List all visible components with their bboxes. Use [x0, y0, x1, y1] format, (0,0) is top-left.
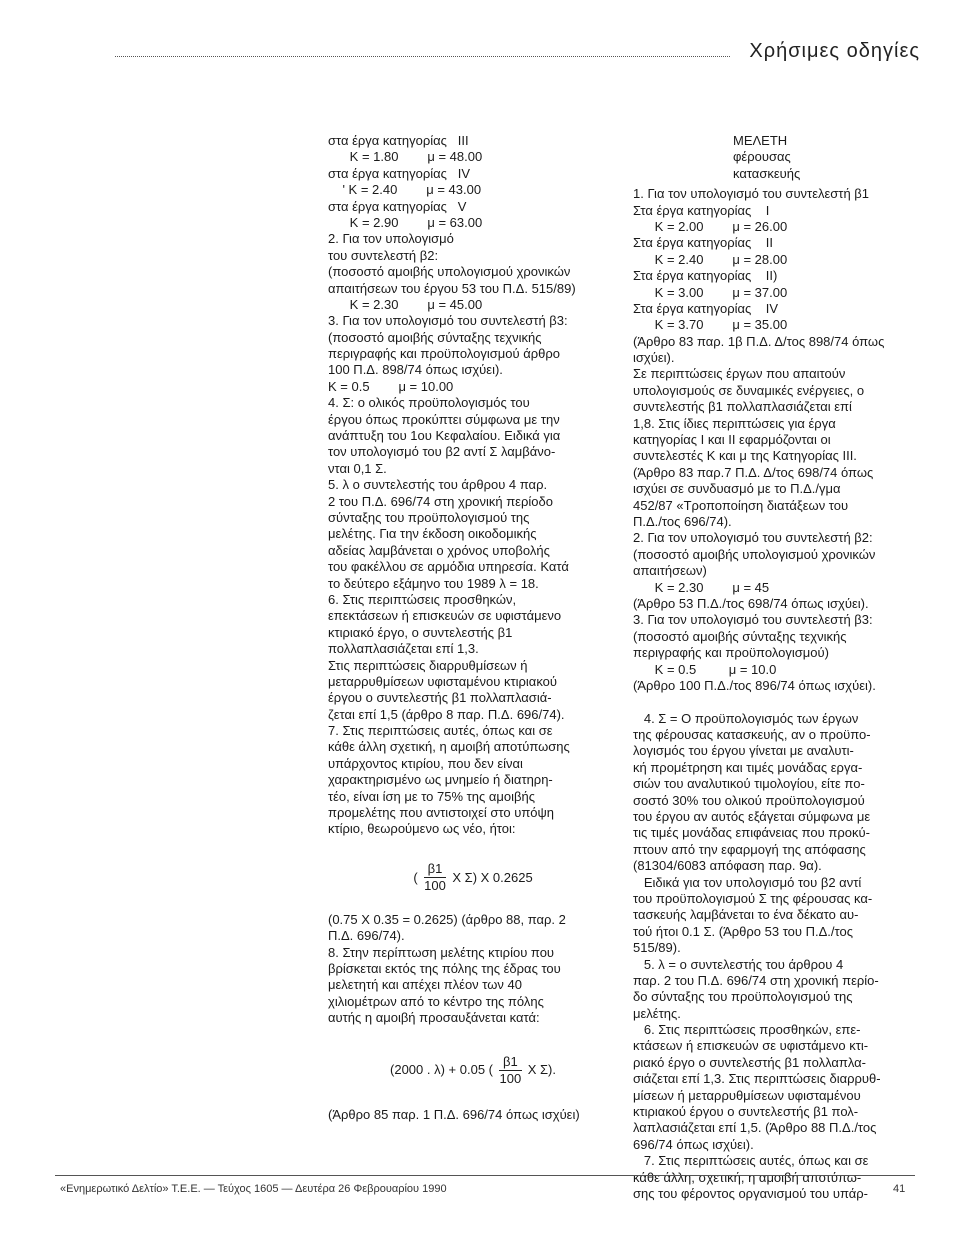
text-line: κτιριακό έργο, ο συντελεστής β1: [328, 624, 513, 640]
text-line: μεταρρυθμίσεων υφισταμένου κτιριακού: [328, 673, 557, 689]
text-line: Στα έργα κατηγορίας ΙΙ: [633, 235, 773, 251]
text-line: 7. Στις περιπτώσεις αυτές, όπως και σε: [328, 723, 553, 739]
text-line: Κ = 2.30 μ = 45.00: [328, 296, 483, 312]
text-line: τον υπολογισμό του β2 αντί Σ λαμβάνο-: [328, 444, 556, 460]
text-line: 2 του Π.Δ. 696/74 στη χρονική περίοδο: [328, 493, 553, 509]
text-line: Κ = 3.70 μ = 35.00: [633, 317, 788, 333]
text-line: σιών του αναλυτικού τιμολογίου, είτε πο-: [633, 776, 865, 792]
text-line: (Άρθρο 85 παρ. 1 Π.Δ. 696/74 όπως ισχύει): [328, 1106, 580, 1122]
text-line: φέρουσας: [733, 149, 791, 165]
text-line: στα έργα κατηγορίας IV: [328, 165, 471, 181]
text-line: παρ. 2 του Π.Δ. 696/74 στη χρονική περίο-: [633, 972, 879, 988]
text-line: νται 0,1 Σ.: [328, 460, 387, 476]
text-line: μελέτης.: [633, 1005, 681, 1021]
text-line: σύνταξης του προϋπολογισμού της: [328, 509, 530, 525]
text-line: δο σύνταξης του προϋπολογισμού της: [633, 989, 853, 1005]
header-rule: [115, 56, 730, 57]
text-line: 515/89).: [633, 940, 681, 956]
text-line: Στα έργα κατηγορίας ΙΙ): [633, 268, 778, 284]
text-line: υπάρχοντος κτιρίου, που δεν είναι: [328, 755, 523, 771]
text-line: 6. Στις περιπτώσεις προσθηκών, επε-: [633, 1022, 861, 1038]
text-line: στα έργα κατηγορίας V: [328, 198, 467, 214]
footer-rule: [55, 1175, 915, 1176]
text-line: έργου ο συντελεστής β1 πολλαπλασιά-: [328, 690, 552, 706]
text-line: 2. Για τον υπολογισμό: [328, 231, 454, 247]
text-line: κτιριακού έργου ο συντελεστής β1 πολ-: [633, 1104, 859, 1120]
text-line: (Άρθρο 53 Π.Δ./τος 698/74 όπως ισχύει).: [633, 595, 869, 611]
formula: [328, 858, 618, 898]
text-line: (Άρθρο 100 Π.Δ./τος 896/74 όπως ισχύει).: [633, 677, 876, 693]
text-line: Σε περιπτώσεις έργων που απαιτούν: [633, 366, 846, 382]
text-line: κτίριο, θεωρούμενο ως νέο, ήτοι:: [328, 821, 516, 837]
text-line: αυτής η αμοιβή προσαυξάνεται κατά:: [328, 1010, 540, 1026]
text-line: τασκευής λαμβάνεται το ένα δέκατο αυ-: [633, 907, 859, 923]
text-line: τού ήτοι 0.1 Σ. (Άρθρο 53 του Π.Δ./τος: [633, 923, 853, 939]
text-line: ισχύει σε συνδυασμό με το Π.Δ./γμα: [633, 481, 841, 497]
formula-tail: Χ Σ) Χ 0.2625: [452, 869, 533, 885]
text-line: ΜΕΛΕΤΗ: [733, 133, 788, 148]
text-line: Κ = 2.40 μ = 28.00: [633, 251, 788, 267]
text-line: ζεται επί 1,5 (άρθρο 8 παρ. Π.Δ. 696/74).: [328, 706, 565, 722]
text-line: (Άρθρο 83 παρ. 1β Π.Δ. Δ/τος 898/74 όπως: [633, 333, 885, 349]
fraction-denominator: 100: [424, 878, 446, 894]
page-number: 41: [893, 1183, 906, 1195]
text-line: λαπλασιάζεται επί 1,5. (Άρθρο 88 Π.Δ./τος: [633, 1120, 877, 1136]
text-line: 1,8. Στις ίδιες περιπτώσεις για έργα: [633, 415, 836, 431]
text-line: κάθε άλλη σχετική, η αμοιβή αποτύπωσης: [328, 739, 570, 755]
text-line: 696/74 όπως ισχύει).: [633, 1136, 754, 1152]
text-line: ριακό έργο ο συντελεστής β1 πολλαπλα-: [633, 1054, 867, 1070]
formula-lead: (2000 . λ) + 0.05 (: [390, 1062, 493, 1078]
text-line: κή προμέτρηση και τιμές μονάδας εργα-: [633, 759, 863, 775]
text-line: ανάπτυξη του 1ου Κεφαλαίου. Ειδικά για: [328, 428, 561, 444]
text-line: 5. λ ο συντελεστής του άρθρου 4 παρ.: [328, 477, 548, 493]
text-line: 100 Π.Δ. 898/74 όπως ισχύει).: [328, 362, 503, 378]
text-line: 2. Για τον υπολογισμό του συντελεστή β2:: [633, 530, 873, 546]
text-line: σης του φέροντος οργανισμού του υπάρ-: [633, 1186, 868, 1201]
formula-lead: (: [413, 869, 418, 885]
text-line: Κ = 2.90 μ = 63.00: [328, 214, 483, 230]
text-line: αδείας λαμβάνεται ο χρόνος υποβολής: [328, 542, 550, 558]
text-line: απαιτήσεων του έργου 53 του Π.Δ. 515/89): [328, 280, 576, 296]
text-line: του προϋπολογισμού Σ της φέρουσας κα-: [633, 890, 873, 906]
fraction: [424, 861, 447, 895]
right-column: [633, 133, 933, 1202]
text-line: Κ = 0.5 μ = 10.0: [633, 661, 777, 677]
left-column: [328, 133, 618, 1123]
text-line: 6. Στις περιπτώσεις προσθηκών,: [328, 591, 517, 607]
text-line: λογισμός του έργου γίνεται με αναλυτι-: [633, 743, 854, 759]
fraction: [499, 1054, 522, 1088]
text-line: 7. Στις περιπτώσεις αυτές, όπως και σε: [633, 1153, 869, 1169]
text-line: (Άρθρο 83 παρ.7 Π.Δ. Δ/τος 698/74 όπως: [633, 464, 874, 480]
text-line: [633, 694, 933, 710]
text-line: (ποσοστό αμοιβής σύνταξης τεχνικής: [633, 628, 847, 644]
page-section-title: Χρήσιμες οδηγίες: [749, 40, 920, 62]
text-line: του έργου αν αυτός εξάγεται σύμφωνα με: [633, 809, 871, 825]
text-line: της φέρουσας κατασκευής, αν ο προϋπο-: [633, 727, 871, 743]
text-line: Στις περιπτώσεις διαρρυθμίσεων ή: [328, 657, 528, 673]
formula: [328, 1051, 618, 1091]
text-line: συντελεστής β1 πολλαπλασιάζεται επί: [633, 399, 852, 415]
text-line: βρίσκεται εκτός της πόλης της έδρας του: [328, 960, 561, 976]
text-line: 5. λ = ο συντελεστής του άρθρου 4: [633, 956, 844, 972]
text-line: επεκτάσεων ή επισκευών σε υφιστάμενο: [328, 608, 562, 624]
text-line: τις τιμές μονάδας επιφάνειας που προκύ-: [633, 825, 870, 841]
text-line: μελετητή και απέχει πλέον των 40: [328, 977, 522, 993]
text-line: Στα έργα κατηγορίας Ι: [633, 202, 770, 218]
text-line: του φακέλλου σε αρμόδια υπηρεσία. Κατά: [328, 559, 569, 575]
text-line: 4. Σ: ο ολικός προϋπολογισμός του: [328, 395, 530, 411]
text-line: στα έργα κατηγορίας ΙΙΙ: [328, 133, 469, 148]
text-line: προμελέτης που αντιστοιχεί στο υπόψη: [328, 805, 555, 821]
text-line: Π.Δ./τος 696/74).: [633, 513, 732, 529]
text-line: χαρακτηρισμένο ως μνημείο ή διατηρη-: [328, 772, 553, 788]
text-line: 8. Στην περίπτωση μελέτης κτιρίου που: [328, 944, 555, 960]
fraction-denominator: 100: [499, 1071, 522, 1087]
text-line: του συντελεστή β2:: [328, 247, 439, 263]
text-line: (ποσοστό αμοιβής σύνταξης τεχνικής: [328, 329, 542, 345]
text-line: μελέτης. Για την έκδοση οικοδομικής: [328, 526, 537, 542]
formula-tail: Χ Σ).: [527, 1062, 556, 1078]
text-line: χιλιομέτρων από το κέντρο της πόλης: [328, 993, 544, 1009]
text-line: Π.Δ. 696/74).: [328, 928, 405, 944]
text-line: κάθε άλλη, σχετική, η αμοιβή αποτύπω-: [633, 1169, 862, 1185]
text-line: μίσεων ή μεταρρυθμίσεων υφισταμένου: [633, 1087, 861, 1103]
footer-publication: «Ενημερωτικό Δελτίο» Τ.Ε.Ε. — Τεύχος 1605 — Δευτέρα 26 Φεβρουαρίου 1990: [60, 1183, 447, 1195]
text-line: πολλαπλασιάζεται επί 1,3.: [328, 641, 479, 657]
text-line: Κ = 3.00 μ = 37.00: [633, 284, 788, 300]
text-line: Ειδικά για τον υπολογισμό του β2 αντί: [633, 874, 862, 890]
text-line: ' Κ = 2.40 μ = 43.00: [328, 182, 482, 198]
text-line: απαιτήσεων): [633, 563, 707, 579]
text-line: 452/87 «Τροποποίηση διατάξεων του: [633, 497, 849, 513]
text-line: συντελεστές Κ και μ της Κατηγορίας ΙΙΙ.: [633, 448, 857, 464]
fraction-numerator: β1: [499, 1054, 522, 1071]
text-line: Κ = 2.00 μ = 26.00: [633, 218, 788, 234]
text-line: υπολογισμούς σε δυναμικές ενέργειες, ο: [633, 382, 865, 398]
text-line: 4. Σ = Ο προϋπολογισμός των έργων: [633, 710, 859, 726]
text-line: 3. Για τον υπολογισμό του συντελεστή β3:: [633, 612, 873, 628]
text-line: περιγραφής και προϋπολογισμού άρθρο: [328, 346, 560, 362]
text-line: 3. Για τον υπολογισμό του συντελεστή β3:: [328, 313, 568, 329]
text-line: Στα έργα κατηγορίας ΙV: [633, 300, 779, 316]
text-line: κατασκευής: [733, 165, 801, 181]
text-line: σοστό 30% του ολικού προϋπολογισμού: [633, 792, 865, 808]
fraction-numerator: β1: [424, 861, 447, 878]
text-line: (ποσοστό αμοιβής υπολογισμού χρονικών: [633, 546, 876, 562]
text-line: (ποσοστό αμοιβής υπολογισμού χρονικών: [328, 264, 571, 280]
text-line: το δεύτερο εξάμηνο του 1989 λ = 18.: [328, 575, 539, 591]
text-line: σιάζεται επί 1,3. Στις περιπτώσεις διαρρυθ-: [633, 1071, 881, 1087]
text-line: ισχύει).: [633, 350, 675, 366]
text-line: Κ = 1.80 μ = 48.00: [328, 149, 483, 165]
text-line: (0.75 Χ 0.35 = 0.2625) (άρθρο 88, παρ. 2: [328, 911, 566, 927]
text-line: τέο, είναι ίση με το 75% της αμοιβής: [328, 788, 535, 804]
text-line: κτάσεων ή επισκευών σε υφιστάμενο κτι-: [633, 1038, 869, 1054]
text-line: 1. Για τον υπολογισμό του συντελεστή β1: [633, 186, 869, 202]
text-line: περιγραφής και προϋπολογισμού): [633, 645, 829, 661]
text-line: (81304/6083 απόφαση παρ. 9α).: [633, 858, 822, 874]
text-line: κατηγορίας Ι και ΙΙ εφαρμόζονται οι: [633, 432, 831, 448]
text-line: έργου όπως προκύπτει σύμφωνα με την: [328, 411, 560, 427]
text-line: Κ = 2.30 μ = 45: [633, 579, 770, 595]
text-line: Κ = 0.5 μ = 10.00: [328, 378, 454, 394]
text-line: πτουν από την εφαρμογή της απόφασης: [633, 841, 866, 857]
